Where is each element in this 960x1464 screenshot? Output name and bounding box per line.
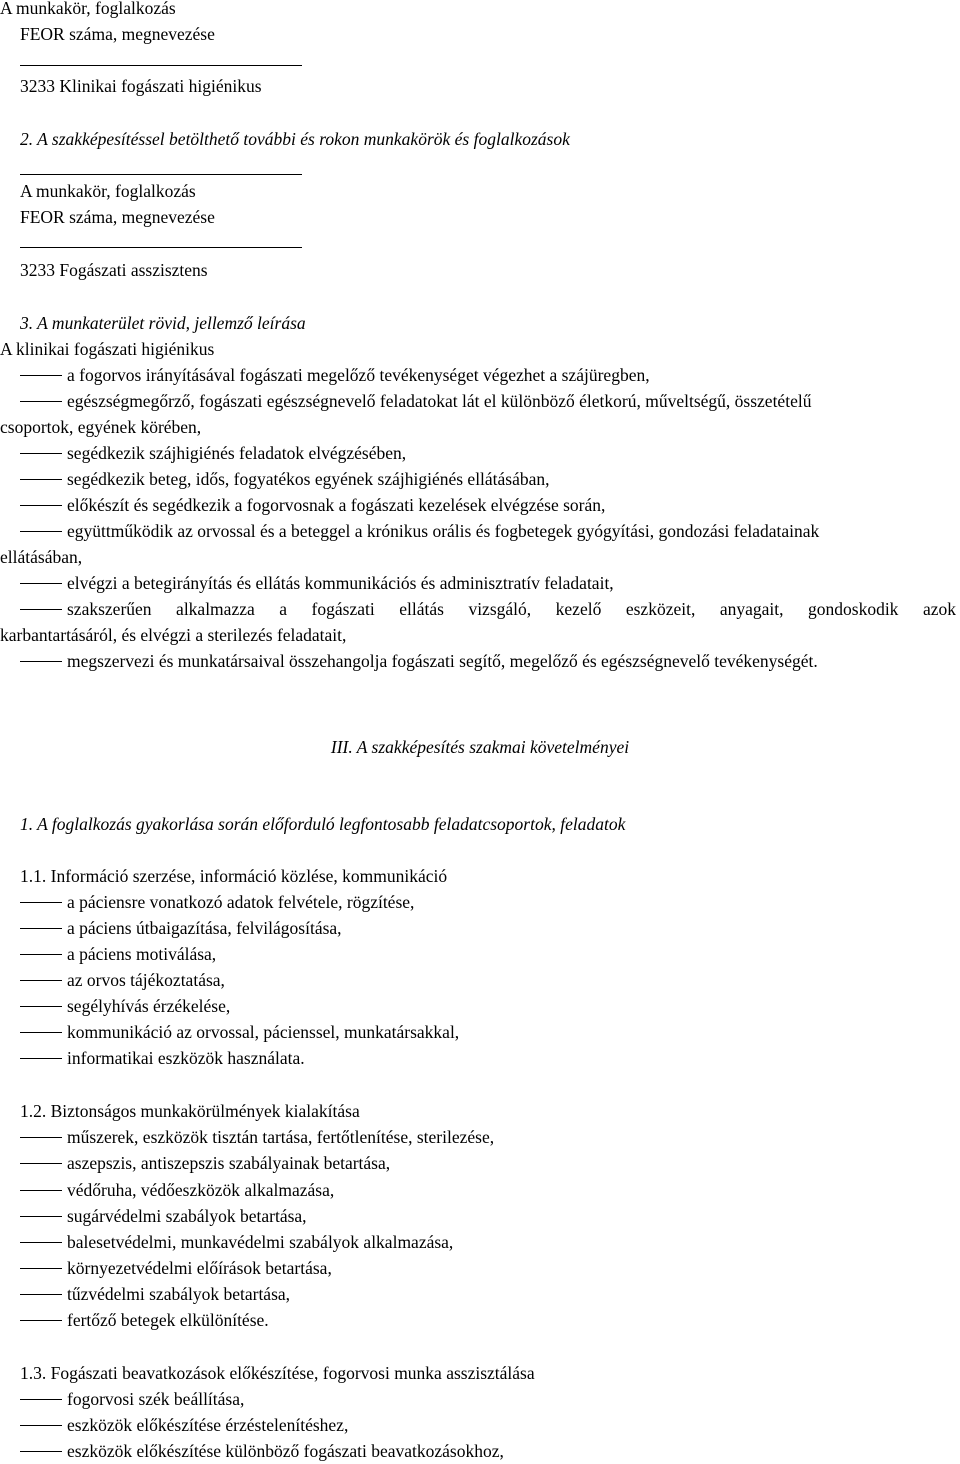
group-1-1-heading: 1.1. Információ szerzése, információ közlése, kommunikáció <box>20 866 448 886</box>
dash-bullet-icon <box>20 1006 62 1007</box>
dash-bullet-icon <box>20 453 62 454</box>
dash-bullet-icon <box>20 1190 62 1191</box>
list-item: segédkezik beteg, idős, fogyatékos egyének szájhigiénés ellátásában, <box>0 468 960 490</box>
list-item-continuation: csoportok, egyének körében, <box>0 417 202 437</box>
dash-bullet-icon <box>20 1451 62 1452</box>
list-item: a páciens útbaigazítása, felvilágosítása, <box>0 917 960 939</box>
section-3-intro: A klinikai fogászati higiénikus <box>0 339 215 359</box>
list-item: segédkezik szájhigiénés feladatok elvégzésében, <box>0 442 960 464</box>
feor-label-line: FEOR száma, megnevezése <box>20 24 215 44</box>
dash-bullet-icon <box>20 1058 62 1059</box>
list-item: tűzvédelmi szabályok betartása, <box>0 1283 960 1305</box>
list-item: informatikai eszközök használata. <box>0 1047 960 1069</box>
list-item: aszepszis, antiszepszis szabályainak betartása, <box>0 1152 960 1174</box>
feor-value: 3233 Fogászati asszisztens <box>20 260 208 280</box>
dash-bullet-icon <box>20 1294 62 1295</box>
dash-bullet-icon <box>20 1242 62 1243</box>
separator-rule <box>20 247 302 248</box>
part-3-subheading: 1. A foglalkozás gyakorlása során előforduló legfontosabb feladatcsoportok, feladatok <box>20 814 626 834</box>
list-item: megszervezi és munkatársaival összehangolja fogászati segítő, megelőző és egészségnevelő tevékenységét. <box>0 650 960 672</box>
dash-bullet-icon <box>20 401 62 402</box>
dash-bullet-icon <box>20 1032 62 1033</box>
dash-bullet-icon <box>20 980 62 981</box>
dash-bullet-icon <box>20 375 62 376</box>
dash-bullet-icon <box>20 1320 62 1321</box>
dash-bullet-icon <box>20 954 62 955</box>
list-item: az orvos tájékoztatása, <box>0 969 960 991</box>
job-label-line-1: A munkakör, foglalkozás <box>0 0 176 18</box>
list-item-continuation: karbantartásáról, és elvégzi a sterilezés feladatait, <box>0 625 347 645</box>
feor-value: 3233 Klinikai fogászati higiénikus <box>20 76 262 96</box>
list-item: elvégzi a betegirányítás és ellátás kommunikációs és adminisztratív feladatait, <box>0 572 960 594</box>
dash-bullet-icon <box>20 531 62 532</box>
list-item: együttműködik az orvossal és a beteggel a krónikus orális és fogbetegek gyógyítási, gondozási feladatainak <box>0 520 960 542</box>
dash-bullet-icon <box>20 928 62 929</box>
dash-bullet-icon <box>20 1425 62 1426</box>
dash-bullet-icon <box>20 661 62 662</box>
dash-bullet-icon <box>20 583 62 584</box>
list-item: a fogorvos irányításával fogászati megelőző tevékenységet végezhet a szájüregben, <box>0 364 960 386</box>
dash-bullet-icon <box>20 479 62 480</box>
feor-label-line: FEOR száma, megnevezése <box>20 207 215 227</box>
list-item: fertőző betegek elkülönítése. <box>0 1309 960 1331</box>
part-3-title: III. A szakképesítés szakmai követelményei <box>330 737 630 757</box>
dash-bullet-icon <box>20 1163 62 1164</box>
list-item: fogorvosi szék beállítása, <box>0 1388 960 1410</box>
dash-bullet-icon <box>20 1268 62 1269</box>
job-label-line-1: A munkakör, foglalkozás <box>20 181 196 201</box>
group-1-2-heading: 1.2. Biztonságos munkakörülmények kialakítása <box>20 1101 360 1121</box>
dash-bullet-icon <box>20 1399 62 1400</box>
list-item: a páciensre vonatkozó adatok felvétele, rögzítése, <box>0 891 960 913</box>
list-item: védőruha, védőeszközök alkalmazása, <box>0 1179 960 1201</box>
list-item: kommunikáció az orvossal, pácienssel, munkatársakkal, <box>0 1021 960 1043</box>
dash-bullet-icon <box>20 609 62 610</box>
separator-rule <box>20 174 302 175</box>
list-item: balesetvédelmi, munkavédelmi szabályok alkalmazása, <box>0 1231 960 1253</box>
list-item: műszerek, eszközök tisztán tartása, fertőtlenítése, sterilezése, <box>0 1126 960 1148</box>
dash-bullet-icon <box>20 1137 62 1138</box>
list-item: szakszerűen alkalmazza a fogászati ellátás vizsgáló, kezelő eszközeit, anyagait, gondoskodik azok <box>0 598 956 620</box>
separator-rule <box>20 65 302 66</box>
list-item: egészségmegőrző, fogászati egészségnevelő feladatokat lát el különböző életkorú, műveltségű, összetételű <box>0 390 960 412</box>
dash-bullet-icon <box>20 902 62 903</box>
list-item: eszközök előkészítése érzéstelenítéshez, <box>0 1414 960 1436</box>
dash-bullet-icon <box>20 1216 62 1217</box>
list-item: segélyhívás érzékelése, <box>0 995 960 1017</box>
list-item-continuation: ellátásában, <box>0 547 83 567</box>
list-item: környezetvédelmi előírások betartása, <box>0 1257 960 1279</box>
section-3-heading: 3. A munkaterület rövid, jellemző leírása <box>20 313 306 333</box>
group-1-3-heading: 1.3. Fogászati beavatkozások előkészítése, fogorvosi munka asszisztálása <box>20 1363 535 1383</box>
list-item: a páciens motiválása, <box>0 943 960 965</box>
list-item: előkészít és segédkezik a fogorvosnak a fogászati kezelések elvégzése során, <box>0 494 960 516</box>
dash-bullet-icon <box>20 505 62 506</box>
list-item: eszközök előkészítése különböző fogászati beavatkozásokhoz, <box>0 1440 960 1462</box>
list-item: sugárvédelmi szabályok betartása, <box>0 1205 960 1227</box>
section-2-heading: 2. A szakképesítéssel betölthető további és rokon munkakörök és foglalkozások <box>20 129 570 149</box>
